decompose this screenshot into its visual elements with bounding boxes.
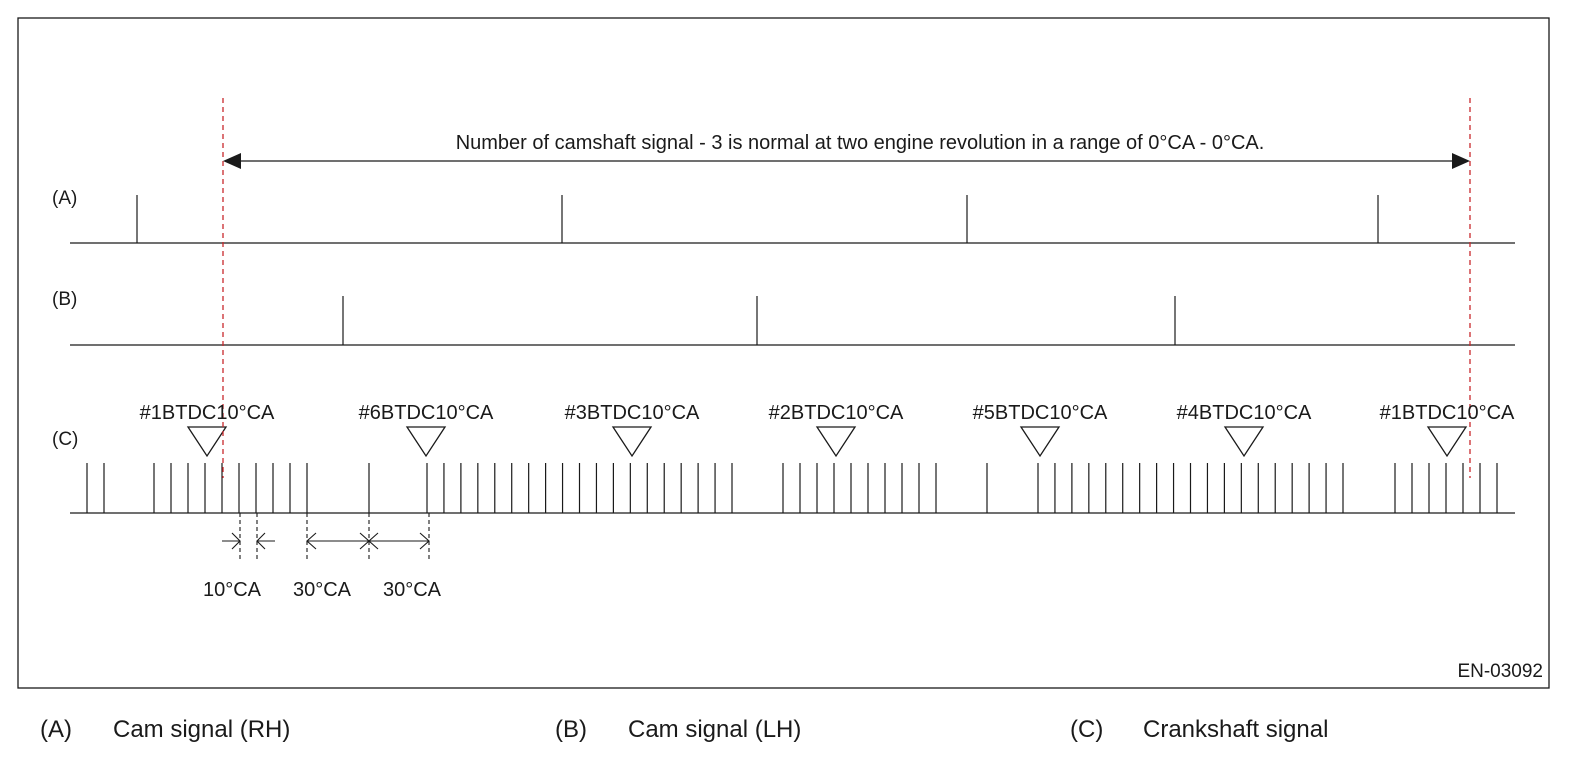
range-caption: Number of camshaft signal - 3 is normal at two engine revolution in a range of 0°CA - 0°CA. <box>455 132 1265 154</box>
tdc-label-1: #1BTDC10°CA <box>139 402 275 424</box>
tdc-label-7: #1BTDC10°CA <box>1379 402 1515 424</box>
tdc-marker-triangle <box>407 427 445 456</box>
tdc-marker-triangle <box>613 427 651 456</box>
tdc-label-6: #4BTDC10°CA <box>1176 402 1312 424</box>
tdc-label-3: #3BTDC10°CA <box>564 402 700 424</box>
legend-item-a <box>40 716 290 744</box>
legend-item-b <box>555 716 801 744</box>
row-label-c: (C) <box>52 429 79 450</box>
legend-text-c: Crankshaft signal <box>1143 716 1329 743</box>
row-label-b: (B) <box>52 289 78 310</box>
legend-text-a: Cam signal (RH) <box>113 716 291 743</box>
tdc-marker-triangle <box>817 427 855 456</box>
row-label-a: (A) <box>52 188 78 209</box>
tdc-label-5: #5BTDC10°CA <box>972 402 1108 424</box>
tdc-marker-triangle <box>1428 427 1466 456</box>
range-arrow-left-head <box>223 153 241 169</box>
legend-code-b: (B) <box>555 716 587 743</box>
legend-text-b: Cam signal (LH) <box>628 716 802 743</box>
interval-label-2: 30°CA <box>292 579 352 601</box>
tdc-label-4: #2BTDC10°CA <box>768 402 904 424</box>
pulse-layer <box>70 195 1515 513</box>
interval-label-1: 10°CA <box>202 579 262 601</box>
interval-label-3: 30°CA <box>382 579 442 601</box>
tdc-marker-triangle <box>1021 427 1059 456</box>
legend-code-c: (C) <box>1070 716 1104 743</box>
interval-dimensions <box>222 513 429 562</box>
tdc-marker-triangle <box>1225 427 1263 456</box>
tdc-label-2: #6BTDC10°CA <box>358 402 494 424</box>
figure-id: EN-03092 <box>1457 661 1543 682</box>
legend-code-a: (A) <box>40 716 72 743</box>
legend-item-c <box>1070 716 1328 744</box>
range-arrow-right-head <box>1452 153 1470 169</box>
tdc-marker-triangle <box>188 427 226 456</box>
